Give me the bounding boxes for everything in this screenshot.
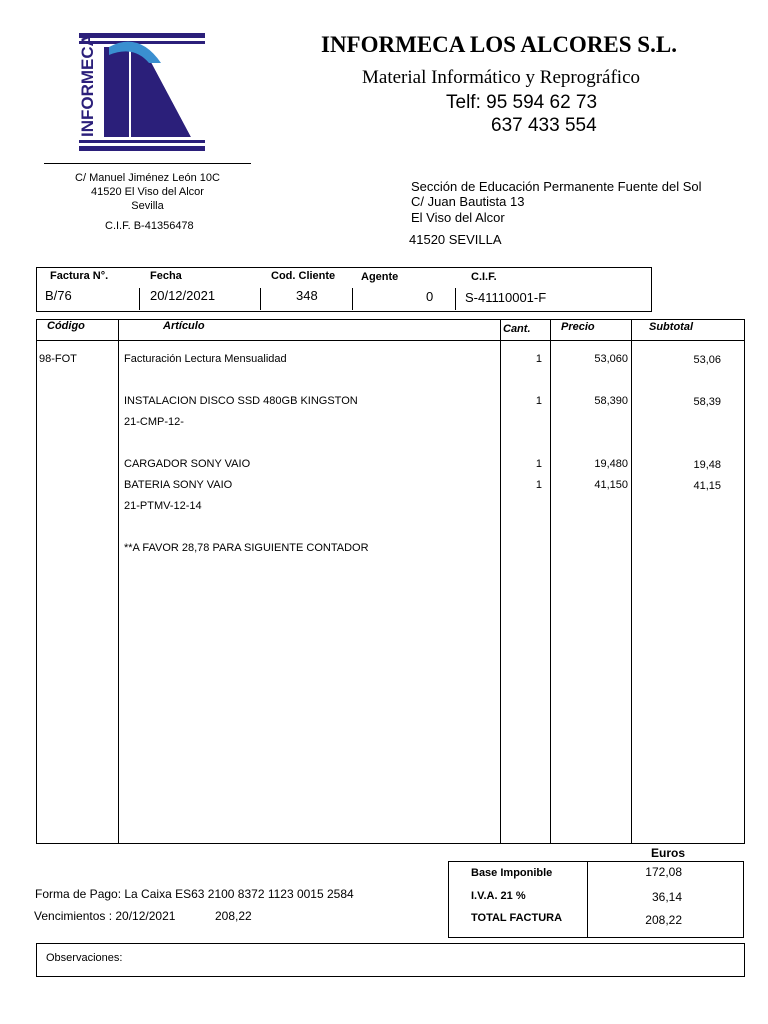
col-header-qty: Cant. <box>503 323 531 335</box>
totals-col-sep <box>587 861 588 938</box>
header-sep-4 <box>455 288 456 310</box>
totals-total-label: TOTAL FACTURA <box>471 912 563 924</box>
row4-subtotal: 19,48 <box>693 459 721 471</box>
items-header-divider <box>36 340 745 341</box>
row1-code: 98-FOT <box>39 353 77 365</box>
header-sep-1 <box>139 288 140 310</box>
observations-label: Observaciones: <box>46 952 123 964</box>
value-agent: 0 <box>426 289 434 304</box>
totals-currency: Euros <box>651 846 686 860</box>
value-cif: S-41110001-F <box>465 290 547 305</box>
company-address <box>44 171 251 213</box>
company-address-line1: C/ Manuel Jiménez León 10C <box>75 172 220 184</box>
company-address-line3: Sevilla <box>131 200 164 212</box>
row2-qty: 1 <box>535 395 542 407</box>
row4-article: CARGADOR SONY VAIO <box>124 458 251 470</box>
row5-subtotal: 41,15 <box>693 480 721 492</box>
row2-article: INSTALACION DISCO SSD 480GB KINGSTON <box>124 395 358 407</box>
logo-text: INFORMECA <box>79 34 97 137</box>
payment-method: Forma de Pago: La Caixa ES63 2100 8372 1123 0015 2584 <box>35 887 354 901</box>
value-invoice-number: B/76 <box>45 288 72 303</box>
company-name: INFORMECA LOS ALCORES S.L. <box>321 32 677 57</box>
payment-due-amount: 208,22 <box>215 909 252 923</box>
value-client-code: 348 <box>296 288 318 303</box>
row4-price: 19,480 <box>594 458 628 470</box>
company-phone-2: 637 433 554 <box>491 115 597 136</box>
company-tagline: Material Informático y Reprográfico <box>362 67 641 88</box>
col-header-subtotal: Subtotal <box>649 321 693 333</box>
row1-qty: 1 <box>535 353 542 365</box>
payment-due: Vencimientos : 20/12/2021 <box>34 909 176 923</box>
row1-article: Facturación Lectura Mensualidad <box>124 353 287 365</box>
label-cif: C.I.F. <box>471 271 497 283</box>
col-header-article: Artículo <box>163 320 205 332</box>
row4-qty: 1 <box>535 458 542 470</box>
col-header-price: Precio <box>561 321 595 333</box>
row6-article: 21-PTMV-12-14 <box>124 500 202 512</box>
label-agent: Agente <box>361 271 399 283</box>
totals-base-value: 172,08 <box>645 865 682 879</box>
client-line2: C/ Juan Bautista 13 <box>411 194 525 209</box>
logo-divider <box>44 163 251 164</box>
totals-iva-value: 36,14 <box>651 890 682 904</box>
row5-price: 41,150 <box>594 479 628 491</box>
row2-price: 58,390 <box>594 395 628 407</box>
client-line1: Sección de Educación Permanente Fuente del Sol <box>411 179 702 194</box>
label-client-code: Cod. Cliente <box>271 270 336 282</box>
company-cif: C.I.F. B-41356478 <box>105 220 194 232</box>
totals-iva-label: I.V.A. 21 % <box>471 890 526 902</box>
client-line3: El Viso del Alcor <box>411 210 505 225</box>
invoice-header-box <box>36 267 652 312</box>
col-header-code: Código <box>47 320 85 332</box>
label-invoice-number: Factura N°. <box>50 270 109 282</box>
observations-box <box>36 943 745 977</box>
company-phone-1: Telf: 95 594 62 73 <box>446 92 598 113</box>
totals-base-label: Base Imponible <box>471 867 553 879</box>
company-address-line2: 41520 El Viso del Alcor <box>91 186 204 198</box>
client-line4: 41520 SEVILLA <box>409 232 502 247</box>
company-logo <box>79 33 205 151</box>
row5-article: BATERIA SONY VAIO <box>124 479 233 491</box>
header-sep-2 <box>260 288 261 310</box>
totals-total-value: 208,22 <box>645 913 682 927</box>
col-sep-code <box>118 319 119 844</box>
label-date: Fecha <box>150 270 182 282</box>
row1-price: 53,060 <box>594 353 628 365</box>
row2-subtotal: 58,39 <box>693 396 721 408</box>
row5-qty: 1 <box>535 479 542 491</box>
row1-subtotal: 53,06 <box>693 354 721 366</box>
row7-article: **A FAVOR 28,78 PARA SIGUIENTE CONTADOR <box>124 542 369 554</box>
value-date: 20/12/2021 <box>150 288 216 303</box>
row3-article: 21-CMP-12- <box>124 416 184 428</box>
header-sep-3 <box>352 288 353 310</box>
